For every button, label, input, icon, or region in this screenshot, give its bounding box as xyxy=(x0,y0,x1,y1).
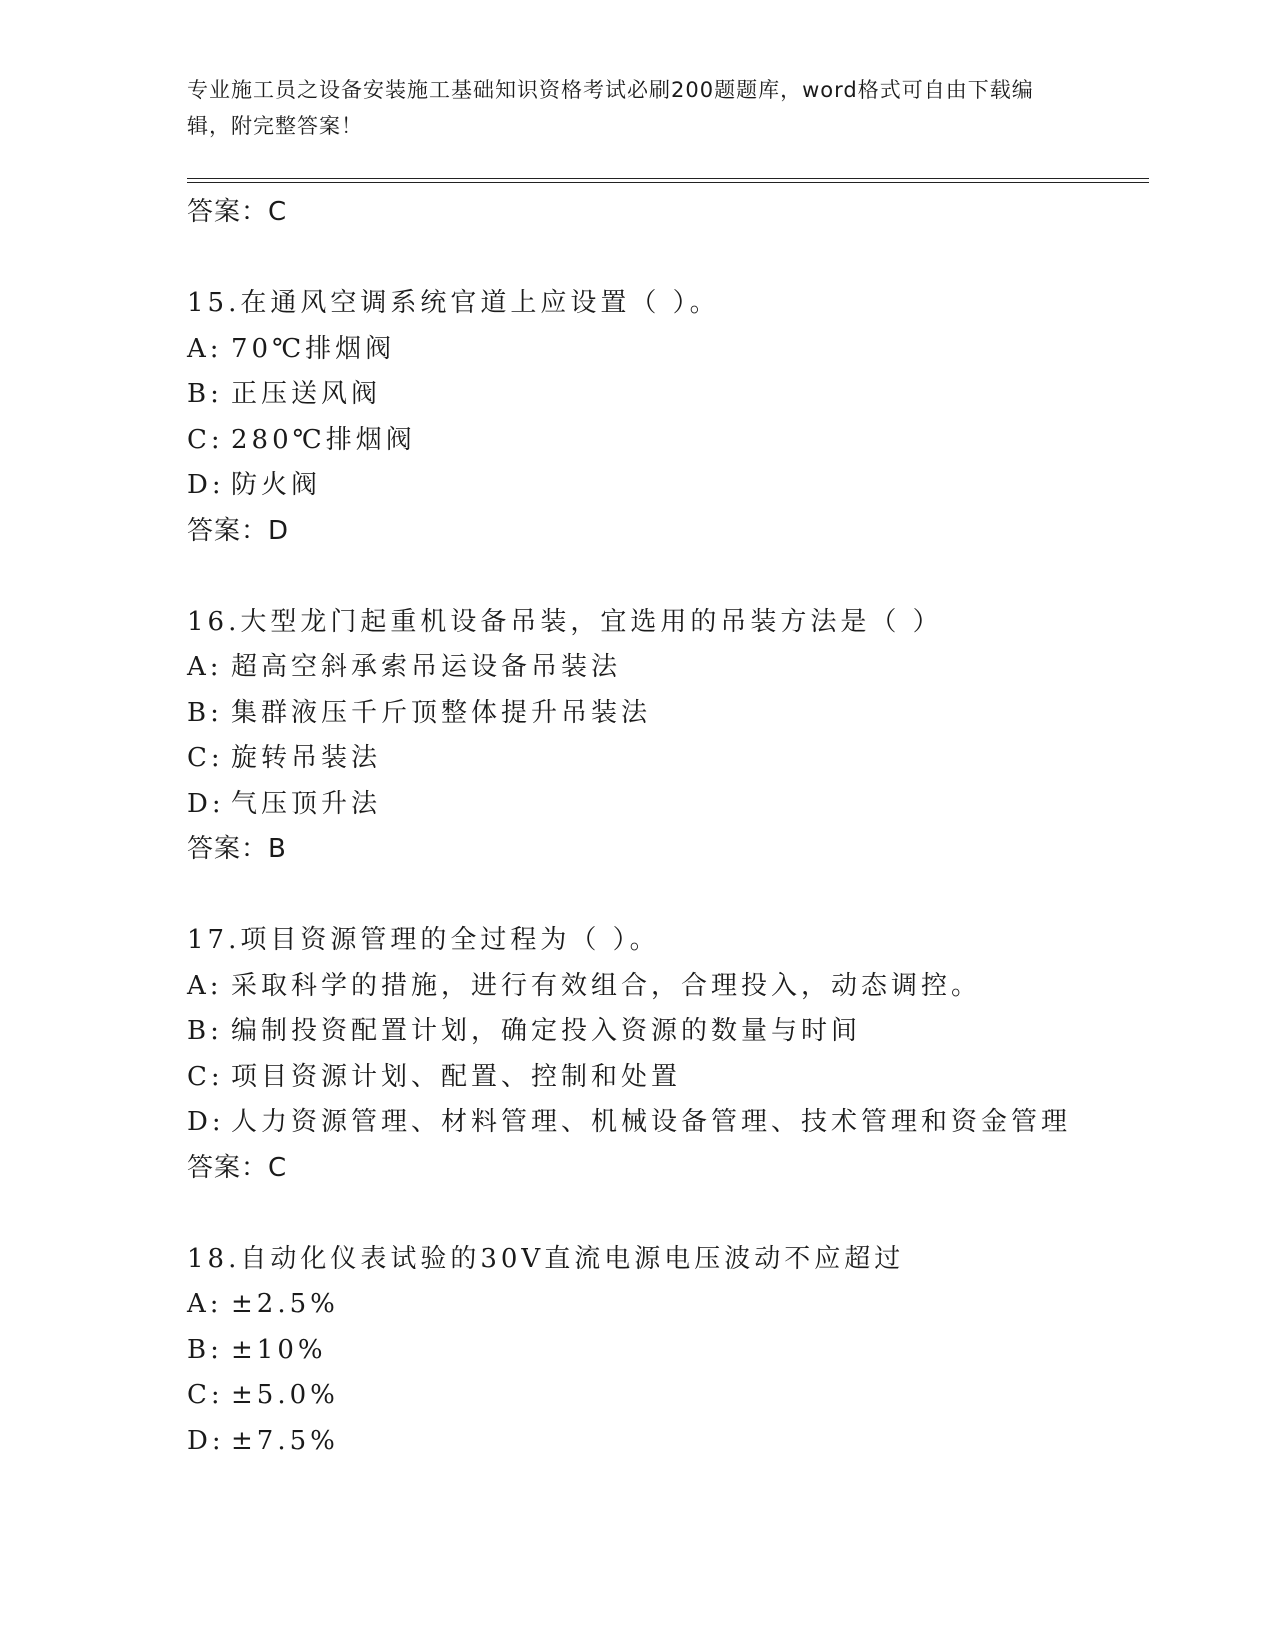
option-b xyxy=(187,1328,1147,1374)
option-key: A: xyxy=(187,970,223,1001)
answer-line: 答案：B xyxy=(187,834,287,864)
question-block xyxy=(187,281,1147,554)
option-text: 编制投资配置计划，确定投入资源的数量与时间 xyxy=(231,1016,862,1046)
option-text: 70℃排烟阀 xyxy=(231,333,396,364)
option-text: ±2.5% xyxy=(231,1289,339,1319)
question-stem: 16.大型龙门起重机设备吊装，宜选用的吊装方法是（ ） xyxy=(187,606,943,637)
document-header: 专业施工员之设备安装施工基础知识资格考试必刷200题题库，word格式可自由下载编辑，附完整答案！ xyxy=(187,78,1034,138)
option-key: D: xyxy=(187,470,225,500)
option-text: 旋转吊装法 xyxy=(231,743,382,773)
answer-line: 答案：C xyxy=(187,197,288,227)
option-text: 超高空斜承索吊运设备吊装法 xyxy=(231,652,622,682)
option-text: 气压顶升法 xyxy=(231,788,382,819)
option-a xyxy=(187,964,1147,1010)
option-c xyxy=(187,736,1147,782)
question-stem: 15.在通风空调系统官道上应设置（ ）。 xyxy=(187,288,720,318)
question-block xyxy=(187,918,1147,1191)
option-key: B: xyxy=(187,1334,223,1365)
option-text: 项目资源计划、配置、控制和处置 xyxy=(231,1061,682,1092)
question-block xyxy=(187,600,1147,873)
option-a xyxy=(187,645,1147,691)
header-divider-top xyxy=(187,178,1149,179)
option-d xyxy=(187,782,1147,828)
option-b xyxy=(187,1009,1147,1055)
answer-line: 答案：D xyxy=(187,515,290,546)
option-key: C: xyxy=(187,1380,224,1410)
option-key: C: xyxy=(187,1061,224,1092)
question-stem: 17.项目资源管理的全过程为（ ）。 xyxy=(187,925,660,955)
option-d xyxy=(187,463,1147,509)
option-b xyxy=(187,372,1147,418)
option-text: 防火阀 xyxy=(231,470,322,500)
question-block xyxy=(187,1237,1147,1465)
option-key: A: xyxy=(187,333,223,364)
option-text: 人力资源管理、材料管理、机械设备管理、技术管理和资金管理 xyxy=(231,1107,1072,1137)
option-c xyxy=(187,1373,1147,1419)
option-key: B: xyxy=(187,379,223,409)
option-c xyxy=(187,418,1147,464)
question-stem: 18.自动化仪表试验的30V直流电源电压波动不应超过 xyxy=(187,1243,905,1274)
option-key: A: xyxy=(187,1289,223,1319)
option-text: 正压送风阀 xyxy=(231,379,382,409)
option-a xyxy=(187,327,1147,373)
option-text: 280℃排烟阀 xyxy=(231,424,416,455)
option-text: 采取科学的措施，进行有效组合，合理投入，动态调控。 xyxy=(231,970,982,1001)
option-key: D: xyxy=(187,1425,225,1456)
option-key: C: xyxy=(187,743,224,773)
option-key: C: xyxy=(187,424,224,455)
option-key: A: xyxy=(187,652,223,682)
option-text: ±5.0% xyxy=(231,1380,339,1410)
option-text: ±7.5% xyxy=(231,1425,339,1456)
question-list xyxy=(187,190,1147,1464)
option-key: B: xyxy=(187,697,223,728)
answer-line: 答案：C xyxy=(187,1152,288,1183)
option-d xyxy=(187,1100,1147,1146)
option-key: B: xyxy=(187,1016,223,1046)
header-divider-bottom xyxy=(187,182,1149,183)
option-d xyxy=(187,1419,1147,1465)
option-key: D: xyxy=(187,1107,225,1137)
option-a xyxy=(187,1282,1147,1328)
option-c xyxy=(187,1055,1147,1101)
option-text: ±10% xyxy=(231,1334,327,1365)
option-key: D: xyxy=(187,788,225,819)
option-b xyxy=(187,691,1147,737)
option-text: 集群液压千斤顶整体提升吊装法 xyxy=(231,697,652,728)
